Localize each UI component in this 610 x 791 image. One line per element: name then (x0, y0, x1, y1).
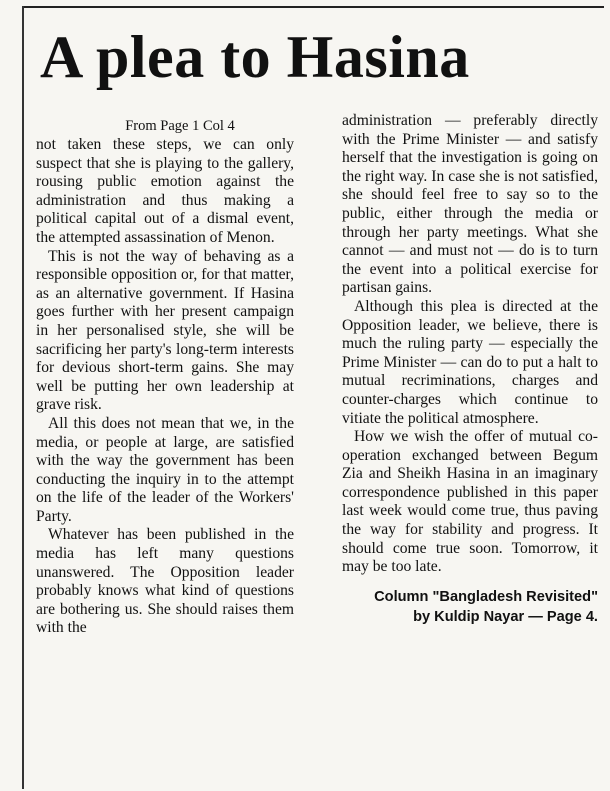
top-border-rule (22, 6, 604, 8)
paragraph: administration — preferably directly with the Prime Minister — and satisfy herself that the investigation is going on the right way. In case she is not satisfied, she should feel free to say so to the public, either through the media or through her party meetings. What she cannot — and must not — do is to turn the event into a political exercise for partisan gains. (342, 112, 598, 297)
headline: A plea to Hasina (40, 24, 470, 90)
jump-line: From Page 1 Col 4 (125, 118, 235, 134)
left-column (36, 118, 294, 638)
paragraph: All this does not mean that we, in the media, or people at large, are satisfied with the way the government has been conducting the inquiry in to the attempt on the life of the leader of the Workers' Party. (36, 414, 294, 525)
left-border-rule (22, 6, 24, 789)
paragraph: This is not the way of behaving as a responsible opposition or, for that matter, as an alternative government. If Hasina goes further with her present campaign in her personalised style, she will be sacrificing her party's long-term interests for devious short-term gains. She may well be putting her own leadership at grave risk. (36, 247, 294, 414)
paragraph: Whatever has been published in the media has left many questions unanswered. The Opposition leader probably knows what kind of questions are bothering us. She should raises them with the (36, 526, 294, 637)
paragraph: Although this plea is directed at the Opposition leader, we believe, there is much the ruling party — especially the Prime Minister — can do to put a halt to mutual recriminations, charges and counter-charges which continue to vitiate the political atmosphere. (342, 297, 598, 427)
credit-line: by Kuldip Nayar — Page 4. (413, 608, 598, 625)
column-credit (342, 587, 598, 627)
paragraph: How we wish the offer of mutual co-operation exchanged between Begum Zia and Sheikh Hasina in an imaginary correspondence published in this paper last week would come true, thus paving the way for stability and progress. It should come true soon. Tomorrow, it may be too late. (342, 428, 598, 576)
credit-line: Column "Bangladesh Revisited" (374, 588, 598, 605)
right-column (342, 112, 598, 627)
paragraph: not taken these steps, we can only suspect that she is playing to the gallery, rousing public emotion against the administration and thus making a political capital out of a dismal event, the attempted assassination of Menon. (36, 136, 294, 246)
